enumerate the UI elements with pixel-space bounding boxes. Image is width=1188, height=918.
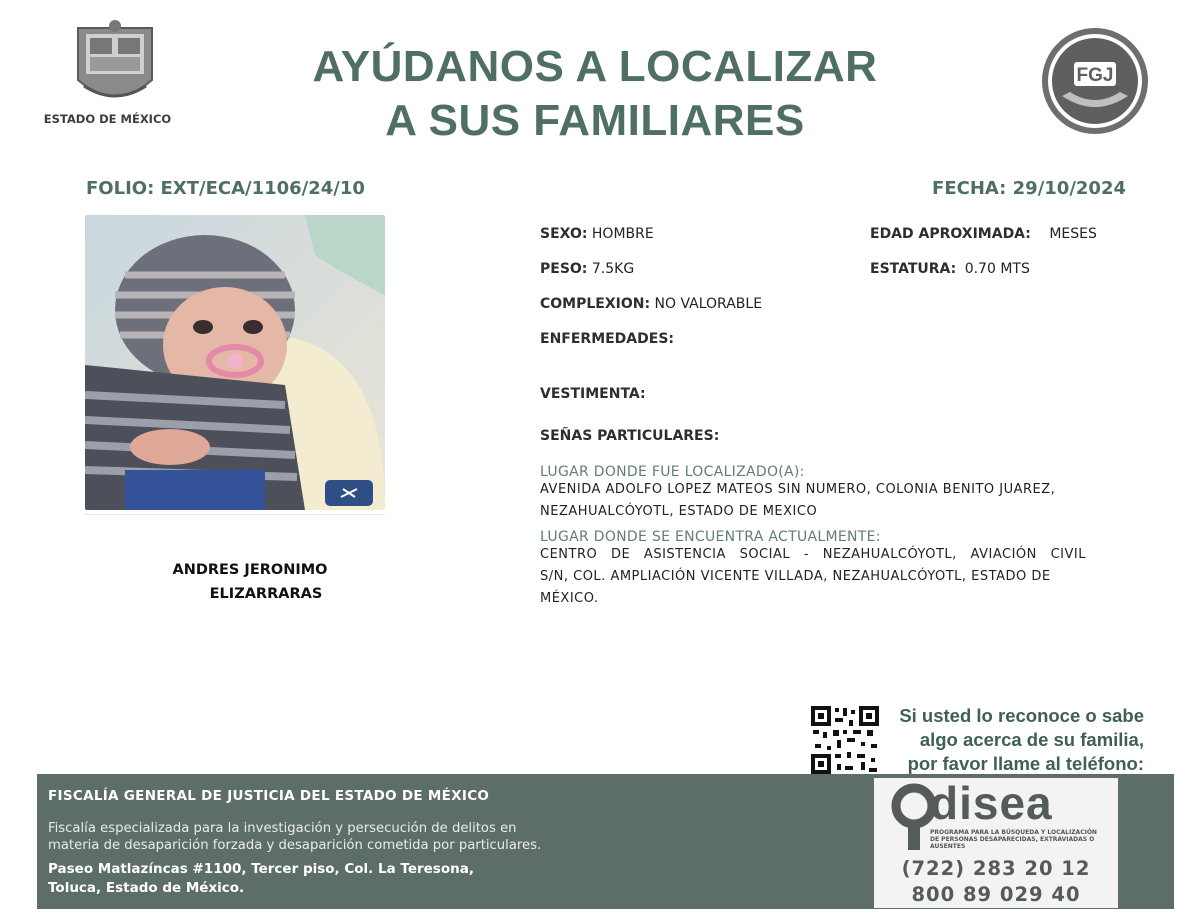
localizado-line-2: NEZAHUALCÓYOTL, ESTADO DE MEXICO [540, 504, 818, 519]
folio [86, 178, 365, 199]
actual-text [540, 544, 1100, 610]
folio-value: EXT/ECA/1106/24/10 [160, 178, 365, 199]
person-name-line-2: ELIZARRARAS [209, 586, 323, 602]
footer-description [48, 820, 648, 854]
footer-title: FISCALÍA GENERAL DE JUSTICIA DEL ESTADO DE MÉXICO [48, 788, 490, 804]
peso-label: PESO: [540, 261, 588, 277]
person-photo [85, 215, 385, 510]
field-sexo [540, 226, 654, 242]
sexo-value: HOMBRE [591, 226, 654, 242]
sexo-label: SEXO: [540, 226, 588, 242]
enfermedades-label: ENFERMEDADES: [540, 331, 675, 347]
fgj-logo [1040, 26, 1150, 136]
estatura-value: 0.70 MTS [964, 261, 1030, 277]
field-peso [540, 261, 634, 277]
odisea-brand: disea [930, 777, 1053, 829]
edad-value: MESES [1049, 226, 1097, 242]
field-enfermedades [540, 331, 674, 347]
actual-line-2: S/N, COL. AMPLIACIÓN VICENTE VILLADA, NEZAHUALCÓYOTL, ESTADO DE [540, 569, 1051, 584]
fgj-logo-text: FGJ [1076, 65, 1114, 86]
person-name-line-1: ANDRES JERONIMO [172, 562, 328, 578]
actual-line-1: CENTRO DE ASISTENCIA SOCIAL - NEZAHUALCÓYOTL, AVIACIÓN CIVIL [540, 547, 1086, 562]
fecha-label: FECHA: [932, 178, 1007, 199]
estado-de-mexico-seal [60, 20, 170, 114]
footer-desc-line-1: Fiscalía especializada para la investigación y persecución de delitos en [48, 821, 517, 836]
person-name [130, 558, 370, 606]
complexion-label: COMPLEXION: [540, 296, 651, 312]
cta-line-1: Si usted lo reconoce o sabe [899, 705, 1144, 726]
odisea-sub-line-1: PROGRAMA PARA LA BÚSQUEDA Y LOCALIZACIÓN [930, 829, 1097, 836]
call-to-action [880, 704, 1144, 776]
title-line-1: AYÚDANOS A LOCALIZAR [312, 42, 878, 91]
odisea-sub-line-3: AUSENTES [930, 843, 966, 850]
peso-value: 7.5KG [591, 261, 635, 277]
vestimenta-label: VESTIMENTA: [540, 386, 646, 402]
qr-code[interactable] [809, 704, 881, 776]
footer-desc-line-2: materia de desaparición forzada y desaparición cometida por particulares. [48, 838, 542, 853]
phone-number-2[interactable]: 800 89 029 40 [911, 883, 1081, 906]
field-edad [870, 226, 1097, 242]
phone-number-1[interactable]: (722) 283 20 12 [901, 857, 1091, 880]
title-line-2: A SUS FAMILIARES [385, 96, 805, 145]
footer-addr-line-1: Paseo Matlazíncas #1100, Tercer piso, Col. La Teresona, [48, 861, 474, 877]
footer-address [48, 860, 648, 898]
folio-label: FOLIO: [86, 178, 155, 199]
localizado-label: LUGAR DONDE FUE LOCALIZADO(A): [540, 464, 805, 480]
senas-label: SEÑAS PARTICULARES: [540, 428, 720, 444]
odisea-subtitle [930, 829, 1102, 850]
actual-label: LUGAR DONDE SE ENCUENTRA ACTUALMENTE: [540, 529, 881, 545]
cta-line-2: algo acerca de su familia, [919, 729, 1144, 750]
complexion-value: NO VALORABLE [654, 296, 763, 312]
edad-label: EDAD APROXIMADA: [870, 226, 1031, 242]
field-vestimenta [540, 386, 646, 402]
fecha-value: 29/10/2024 [1012, 178, 1126, 199]
estatura-label: ESTATURA: [870, 261, 957, 277]
poster-title [250, 40, 940, 148]
field-senas [540, 428, 719, 444]
photo-divider [85, 514, 385, 515]
localizado-line-1: AVENIDA ADOLFO LOPEZ MATEOS SIN NUMERO, COLONIA BENITO JUAREZ, [540, 482, 1056, 497]
field-estatura [870, 261, 1030, 277]
estado-de-mexico-label: ESTADO DE MÉXICO [43, 112, 172, 126]
odisea-sub-line-2: DE PERSONAS DESAPARECIDAS, EXTRAVIADAS O [930, 836, 1095, 843]
field-complexion [540, 296, 762, 312]
footer-addr-line-2: Toluca, Estado de México. [48, 880, 245, 896]
localizado-text [540, 479, 1100, 523]
fecha [932, 178, 1126, 199]
cta-line-3: por favor llame al teléfono: [907, 753, 1144, 774]
actual-line-3: MÉXICO. [540, 591, 599, 606]
